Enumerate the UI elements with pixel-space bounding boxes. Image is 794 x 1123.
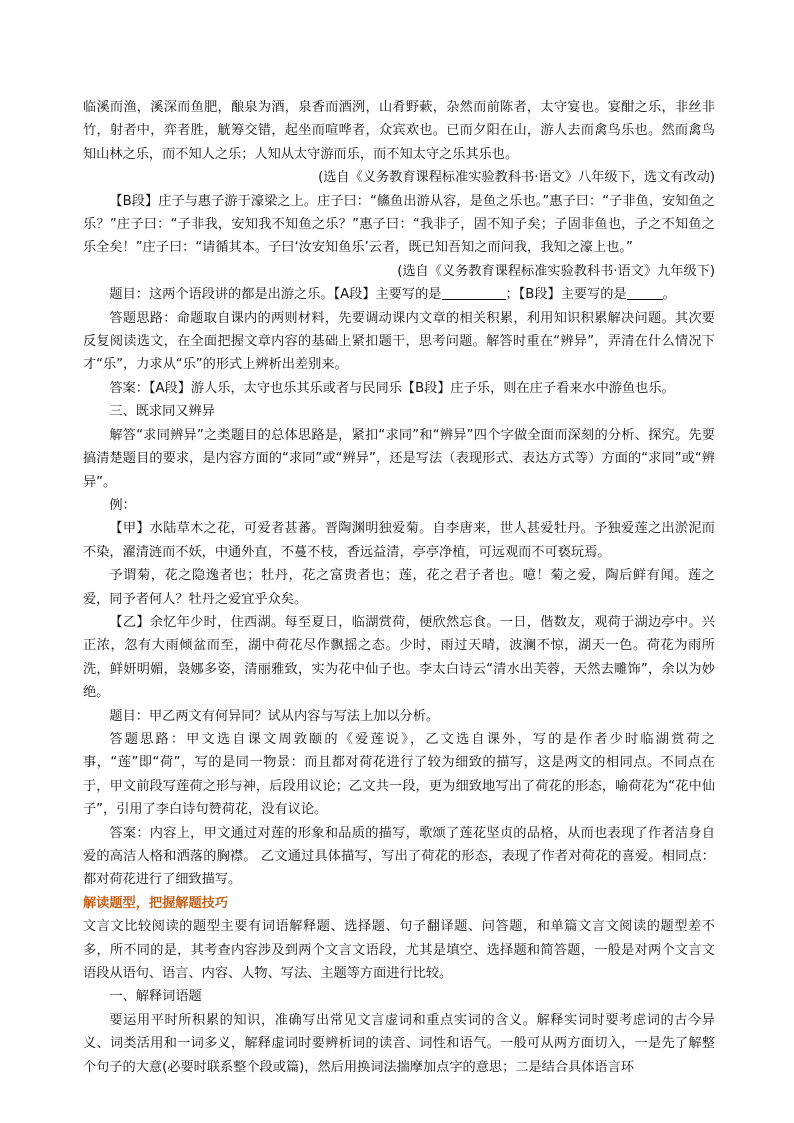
answer-blank-b[interactable] [627, 285, 663, 300]
paragraph-b-section: 【B段】庄子与惠子游于濠梁之上。庄子曰：“鯈鱼出游从容，是鱼之乐也。”惠子曰：“子非鱼，安知鱼之乐？”庄子曰：“子非我，安知我不知鱼之乐？”惠子曰：“我非子，固不知子矣；子固非鱼也，子之不知鱼之乐全矣！”庄子曰：“请循其本。子曰‘汝安知鱼乐’云者，既已知吾知之而问我，我知之濠上也。” [83, 193, 715, 256]
answer-approach-2: 答题思路：甲文选自课文周敦颐的《爱莲说》，乙文选自课外，写的是作者少时临湖赏荷之事，“莲”即“荷”，写的是同一物景：而且都对荷花进行了较为细致的描写，这是两文的相同点。不同点在于，甲文前段写莲荷之形与神，后段用议论；乙文共一段，更为细致地写出了荷花的形态，喻荷花为“花中仙子”，引用了李白诗句赞荷花，没有议论。 [83, 731, 715, 818]
source-note-grade9: (选自《义务教育课程标准实验教科书·语文》九年级下) [397, 263, 715, 279]
question-text-a: 题目：这两个语段讲的都是出游之乐。【A段】主要写的是 [109, 287, 442, 303]
document-page [83, 96, 715, 1079]
passage-yi: 【乙】余忆年少时，住西湖。每至夏日，临湖赏荷，便欣然忘食。一日，偕数友，观荷于湖边亭中。兴正浓，忽有大雨倾盆而至，湖中荷花尽作飘摇之态。少时，雨过天晴，波澜不惊，湖天一色。荷花为雨所洗，鲜妍明媚，袅娜多姿，清丽雅致，实为花中仙子也。李太白诗云“清水出芙蓉，天然去雕饰”，余以为妙绝。 [83, 614, 715, 701]
answer-text-2: 答案：内容上，甲文通过对莲的形象和品质的描写，歌颂了莲花坚贞的品格，从而也表现了作者洁身自爱的高洁人格和洒落的胸襟。 乙文通过具体描写，写出了荷花的形态，表现了作者对荷花的喜爱。相同点：都对荷花进行了细致描写。 [83, 825, 715, 888]
section-title-techniques: 解读题型，把握解题技巧 [83, 895, 229, 911]
answer-approach: 答题思路：命题取自课内的两则材料，先要调动课内文章的相关积累，利用知识积累解决问题。其次要反复阅读选文，在全面把握文章内容的基础上紧扣题干，思考问题。解答时重在“辨异”，弄清在什么情况下才“乐”，力求从“乐”的形式上辨析出差别来。 [83, 310, 715, 373]
question-paragraph [83, 283, 715, 306]
question-text-c: 。 [662, 287, 676, 303]
answer-blank-a[interactable] [442, 285, 506, 300]
passage-jia-2: 予谓菊，花之隐逸者也；牡丹，花之富贵者也；莲，花之君子者也。噫！菊之爱，陶后鲜有闻。莲之爱，同予者何人？牡丹之爱宜乎众矣。 [83, 568, 715, 607]
source-note-grade8: (选自《义务教育课程标准实验教科书·语文》八年级下，选文有改动) [318, 170, 715, 186]
method-paragraph: 解答“求同辨异”之类题目的总体思路是，紧扣“求同”和“辨异”四个字做全面而深刻的分析、探究。先要搞清楚题目的要求，是内容方面的“求同”或“辨异”，还是写法（表现形式、表达方式等）方面的“求同”或“辨异”。 [83, 427, 715, 490]
subheading-word-explanation: 一、解释词语题 [109, 989, 202, 1005]
paragraph-a-section-end: 临溪而渔，溪深而鱼肥，酿泉为酒，泉香而酒洌，山肴野蔌，杂然而前陈者，太守宴也。宴酣之乐，非丝非竹，射者中，弈者胜，觥筹交错，起坐而喧哗者，众宾欢也。已而夕阳在山，游人去而禽鸟乐也。然而禽鸟知山林之乐，而不知人之乐；人知从太守游而乐，而不知太守之乐其乐也。 [83, 100, 715, 162]
word-explanation-text: 要运用平时所积累的知识，准确写出常见文言虚词和重点实词的含义。解释实词时要考虑词的古今异义、词类活用和一词多义，解释虚词时要辨析词的读音、词性和语气。一般可从两方面切入，一是先了解整个句子的大意(必要时联系整个段或篇)，然后用换词法揣摩加点字的意思；二是结合具体语言环 [83, 1012, 715, 1075]
question-text-b: ；【B段】主要写的是 [505, 287, 627, 303]
example-label: 例： [109, 497, 136, 513]
techniques-intro: 文言文比较阅读的题型主要有词语解释题、选择题、句子翻译题、问答题，和单篇文言文阅读的题型差不多，所不同的是，其考查内容涉及到两个文言文语段，尤其是填空、选择题和简答题，一般是对两个文言文语段从语句、语言、内容、人物、写法、主题等方面进行比较。 [83, 919, 715, 982]
answer-text: 答案：【A段】游人乐，太守也乐其乐或者与民同乐【B段】庄子乐，则在庄子看来水中游鱼也乐。 [109, 380, 675, 396]
passage-jia-1: 【甲】水陆草木之花，可爱者甚蕃。晋陶渊明独爱菊。自李唐来，世人甚爱牡丹。予独爱莲之出淤泥而不染，濯清涟而不妖，中通外直，不蔓不枝，香远益清，亭亭净植，可远观而不可亵玩焉。 [83, 521, 715, 560]
section-heading-3: 三、既求同又辨异 [109, 404, 215, 420]
question-2: 题目：甲乙两文有何异同？试从内容与写法上加以分析。 [109, 708, 440, 724]
